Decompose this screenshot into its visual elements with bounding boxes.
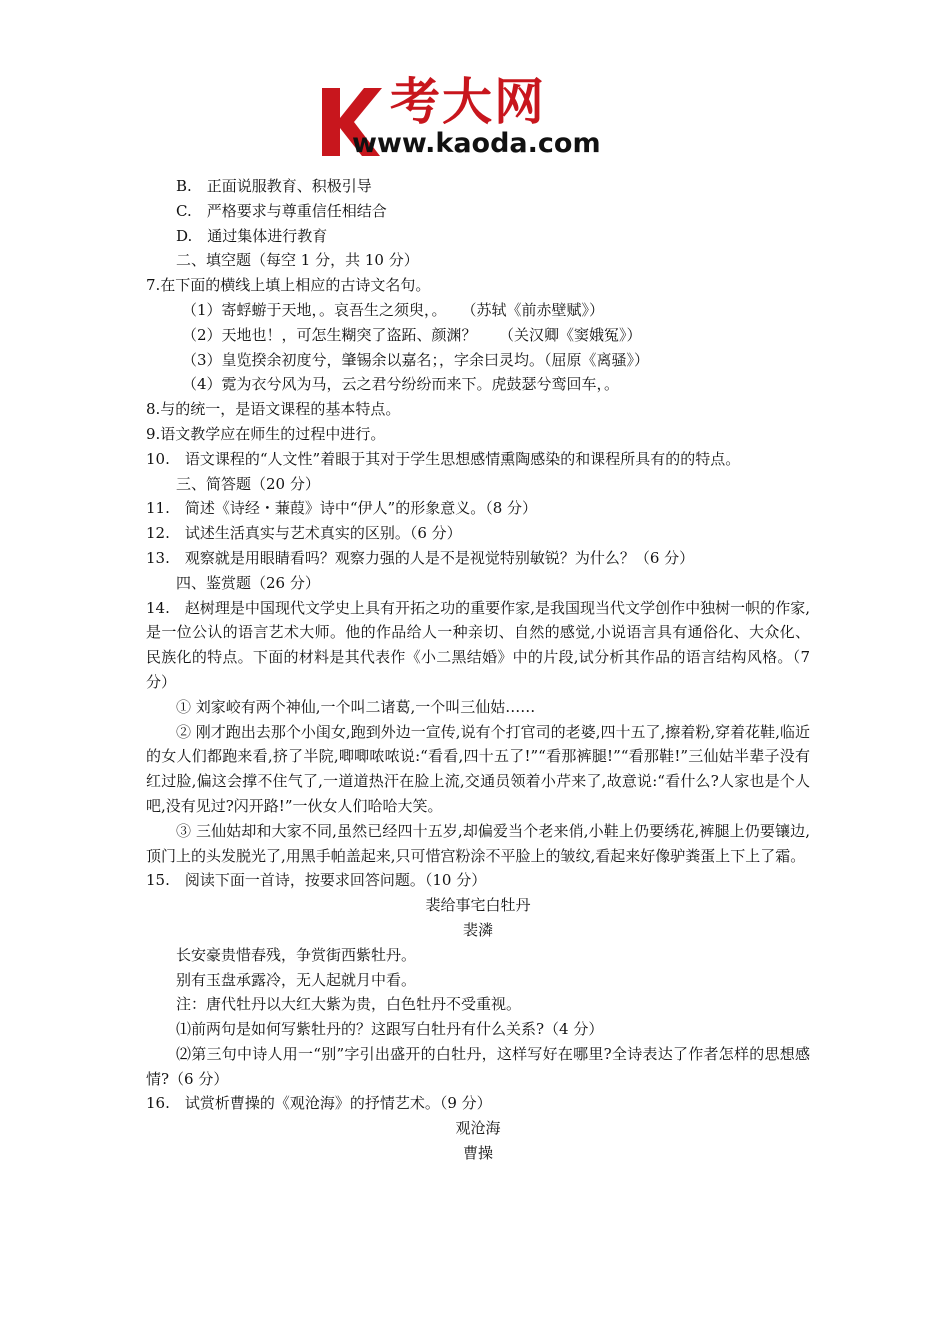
question-14-passage-2: ② 刚才跑出去那个小闺女,跑到外边一宣传,说有个打官司的老婆,四十五了,擦着粉,穿着花鞋,临近的女人们都跑来看,挤了半院,唧唧哝哝说:“看看,四十五了!”“看那裤腿!”“看那鞋!”三仙姑半辈子没有红过脸,偏这会撑不住气了,一道道热汗在脸上流,交通员领着小芹来了,故意说:“看什么?人家也是个人吧,没有见过?闪开路!”一伙女人们哈哈大笑。 (146, 722, 810, 815)
option-d: D. 通过集体进行教育 (176, 226, 328, 245)
kaoda-logo (318, 73, 648, 162)
section-2-heading: 二、填空题（每空 1 分，共 10 分） (176, 251, 419, 270)
question-14: 14. 赵树理是中国现代文学史上具有开拓之功的重要作家,是我国现当代文学创作中独树一帜的作家,是一位公认的语言艺术大师。他的作品给人一种亲切、自然的感觉,小说语言具有通俗化、大众化、民族化的特点。下面的材料是其代表作《小二黑结婚》中的片段,试分析其作品的语言结构风格。（7 分） (146, 598, 810, 691)
question-11: 11. 简述《诗经・蒹葭》诗中“伊人”的形象意义。（8 分） (146, 499, 538, 518)
question-10: 10. 语文课程的“人文性”着眼于其对于学生思想感情熏陶感染的和课程所具有的的特点。 (146, 449, 741, 468)
question-14-passage-3: ③ 三仙姑却和大家不同,虽然已经四十五岁,却偏爱当个老来俏,小鞋上仍要绣花,裤腿上仍要镶边,顶门上的头发脱光了,用黑手帕盖起来,只可惜宫粉涂不平脸上的皱纹,看起来好像驴粪蛋上下上了霜。 (146, 821, 810, 865)
poem-line-2: 别有玉盘承露冷，无人起就月中看。 (176, 970, 417, 989)
poem-author: 裴潾 (462, 920, 493, 939)
logo-chinese-text: 考大网 (390, 73, 546, 131)
section-3-heading: 三、简答题（20 分） (176, 474, 320, 493)
poem-title: 裴给事宅白牡丹 (425, 896, 531, 915)
question-15-sub-2: ⑵第三句中诗人用一“别”字引出盛开的白牡丹，这样写好在哪里?全诗表达了作者怎样的思想感情?（6 分） (146, 1044, 810, 1088)
question-15: 15. 阅读下面一首诗，按要求回答问题。（10 分） (146, 871, 487, 890)
question-12: 12. 试述生活真实与艺术真实的区别。（6 分） (146, 524, 462, 543)
poem-2-author: 曹操 (462, 1144, 493, 1163)
section-4-heading: 四、鉴赏题（26 分） (176, 573, 320, 592)
logo-url-text: www.kaoda.com (352, 128, 601, 159)
poem-line-1: 长安豪贵惜春残，争赏街西紫牡丹。 (176, 945, 417, 964)
question-9: 9.语文教学应在师生的过程中进行。 (146, 424, 386, 443)
option-b: B. 正面说服教育、积极引导 (176, 177, 372, 195)
question-13: 13. 观察就是用眼睛看吗？观察力强的人是不是视觉特别敏锐？为什么？（6 分） (146, 548, 695, 567)
exam-document (146, 174, 810, 1166)
question-7-item-4: （4）霓为衣兮风为马，云之君兮纷纷而来下。虎鼓瑟兮鸾回车，。 (182, 375, 620, 394)
question-16: 16. 试赏析曹操的《观沧海》的抒情艺术。（9 分） (146, 1094, 492, 1113)
poem-2-title: 观沧海 (455, 1119, 501, 1138)
option-c: C. 严格要求与尊重信任相结合 (176, 201, 387, 220)
question-14-passage-1: ① 刘家峧有两个神仙,一个叫二诸葛,一个叫三仙姑…… (176, 697, 536, 716)
question-7-item-3: （3）皇览揆余初度兮，肇锡余以嘉名；，字余曰灵均。（屈原《离骚》） (182, 350, 650, 369)
question-7: 7.在下面的横线上填上相应的古诗文名句。 (146, 276, 431, 295)
poem-note: 注：唐代牡丹以大红大紫为贵，白色牡丹不受重视。 (176, 995, 522, 1014)
question-15-sub-1: ⑴前两句是如何写紫牡丹的？这跟写白牡丹有什么关系?（4 分） (176, 1020, 604, 1039)
question-7-item-1: （1）寄蜉蝣于天地，。哀吾生之须臾，。 （苏轼《前赤壁赋》） (182, 300, 605, 319)
question-7-item-2: （2）天地也！，可怎生糊突了盗跖、颜渊？ （关汉卿《窦娥冤》） (182, 325, 642, 344)
question-8: 8.与的统一，是语文课程的基本特点。 (146, 400, 401, 419)
